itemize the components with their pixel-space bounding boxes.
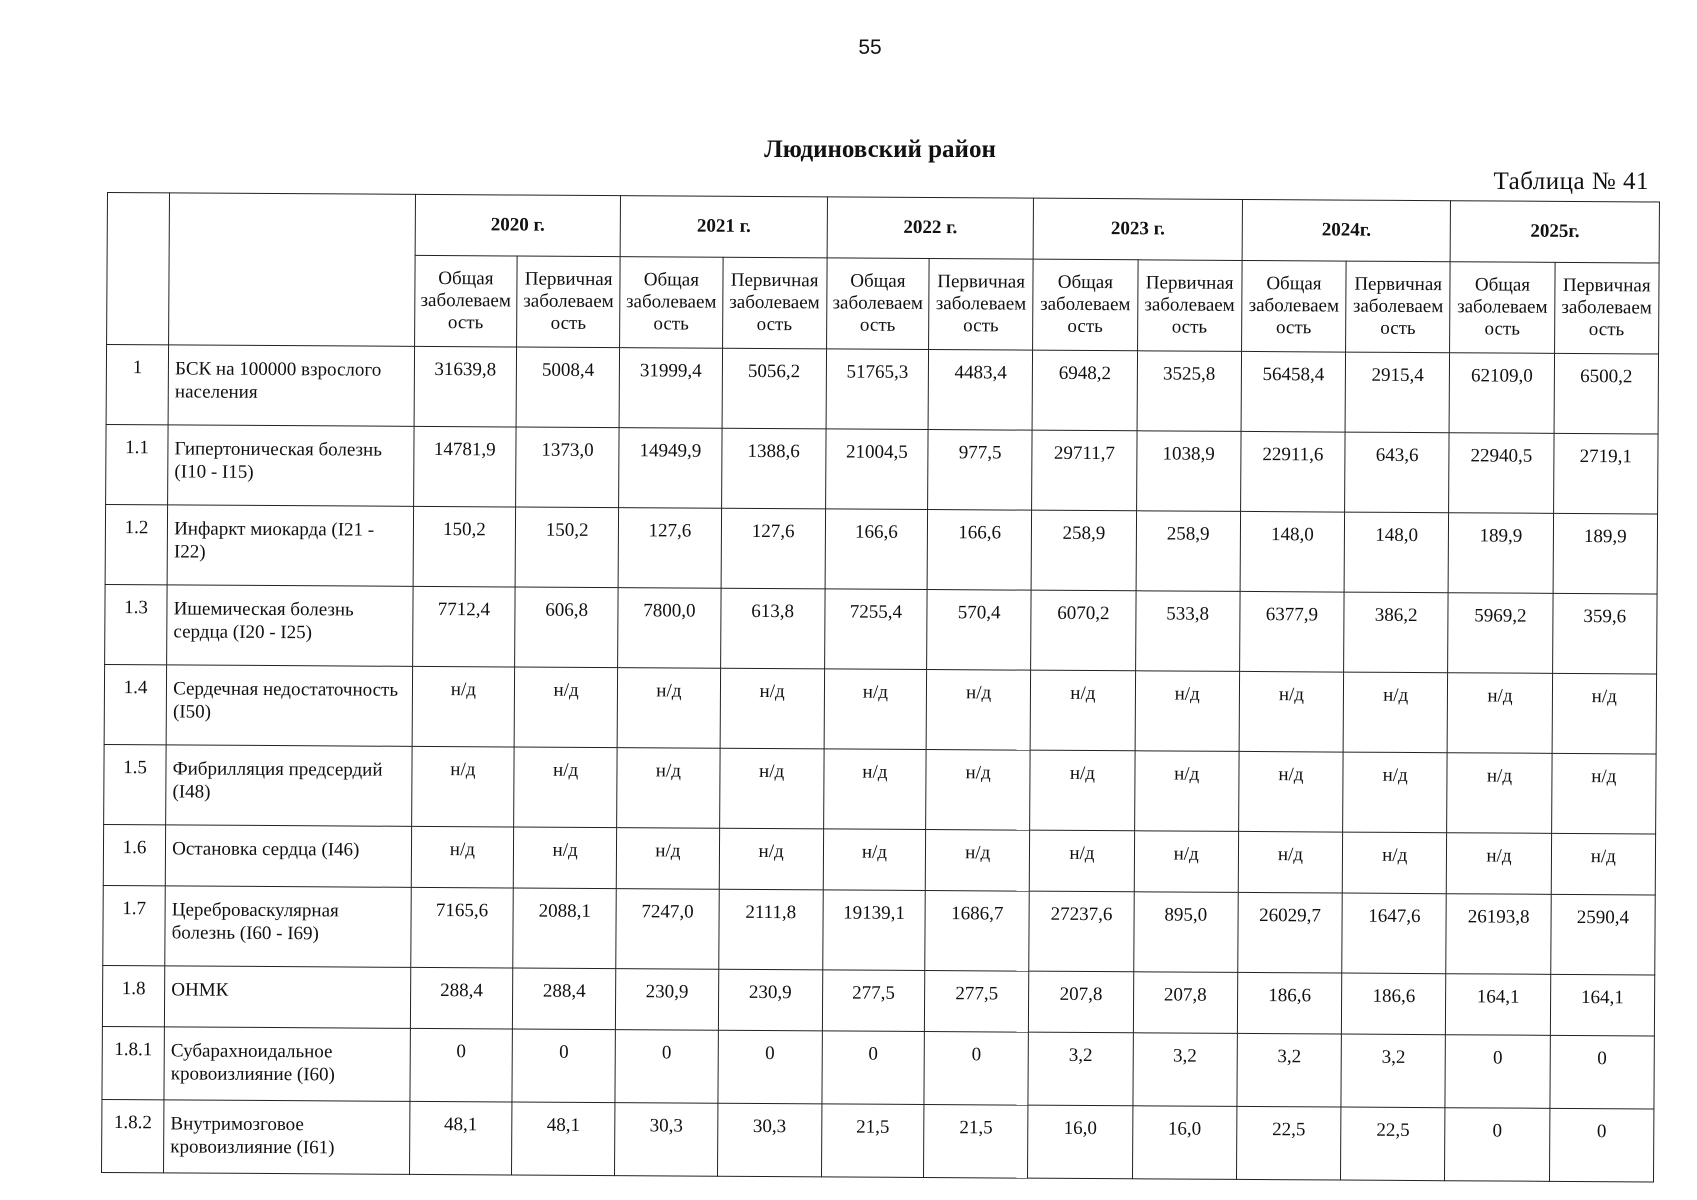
general-morbidity-value: 150,2 xyxy=(413,506,516,587)
general-morbidity-value: 62109,0 xyxy=(1449,353,1554,434)
general-morbidity-value: 6377,9 xyxy=(1239,591,1344,672)
row-number: 1.7 xyxy=(103,885,166,965)
general-morbidity-value: 0 xyxy=(1445,1108,1550,1182)
primary-morbidity-header: Первичная заболеваем ость xyxy=(929,259,1034,351)
primary-morbidity-value: 643,6 xyxy=(1345,432,1450,513)
general-morbidity-value: 3,2 xyxy=(1028,1032,1133,1106)
primary-morbidity-value: 189,9 xyxy=(1553,513,1658,594)
primary-morbidity-value: 5008,4 xyxy=(516,347,620,428)
primary-morbidity-value: 2590,4 xyxy=(1550,894,1655,975)
primary-morbidity-value: 1373,0 xyxy=(516,427,620,508)
general-morbidity-value: н/д xyxy=(823,829,926,891)
table-header xyxy=(107,193,1660,354)
general-morbidity-value: 22911,6 xyxy=(1240,431,1345,512)
primary-morbidity-header: Первичная заболеваем ость xyxy=(1137,260,1242,352)
primary-morbidity-header: Первичная заболеваем ость xyxy=(722,257,827,349)
year-header: 2024г. xyxy=(1242,199,1451,261)
row-indicator-name: ОНМК xyxy=(165,966,411,1028)
primary-morbidity-value: 230,9 xyxy=(718,969,823,1031)
general-morbidity-value: н/д xyxy=(411,746,514,827)
primary-morbidity-value: 16,0 xyxy=(1132,1106,1237,1180)
primary-morbidity-value: н/д xyxy=(1134,751,1239,832)
primary-morbidity-value: н/д xyxy=(1342,832,1447,894)
row-indicator-name: Гипертоническая болезнь (I10 - I15) xyxy=(168,425,414,506)
primary-morbidity-value: 895,0 xyxy=(1133,892,1238,973)
general-morbidity-value: 26193,8 xyxy=(1446,894,1551,975)
general-morbidity-value: н/д xyxy=(1030,830,1135,892)
general-morbidity-value: 19139,1 xyxy=(823,890,926,971)
primary-morbidity-value: н/д xyxy=(926,670,1031,751)
primary-morbidity-value: н/д xyxy=(514,667,618,748)
primary-morbidity-value: н/д xyxy=(1551,753,1656,834)
general-morbidity-value: н/д xyxy=(1447,673,1552,754)
general-morbidity-value: н/д xyxy=(823,749,926,830)
primary-morbidity-value: 977,5 xyxy=(928,430,1033,511)
general-morbidity-header: Общая заболеваем ость xyxy=(620,257,723,349)
general-morbidity-value: 14949,9 xyxy=(619,428,722,509)
general-morbidity-value: н/д xyxy=(617,668,720,749)
row-indicator-name: Цереброваскулярная болезнь (I60 - I69) xyxy=(165,886,411,967)
general-morbidity-value: 3,2 xyxy=(1237,1033,1342,1107)
primary-morbidity-value: 258,9 xyxy=(1136,511,1241,592)
general-morbidity-value: 6070,2 xyxy=(1031,590,1136,671)
general-morbidity-value: 31639,8 xyxy=(414,346,517,427)
header-name-cell xyxy=(169,193,416,346)
row-number: 1.4 xyxy=(104,664,167,744)
primary-morbidity-value: н/д xyxy=(1343,752,1448,833)
year-header: 2023 г. xyxy=(1033,198,1242,260)
header-number-cell xyxy=(107,193,170,345)
primary-morbidity-value: 0 xyxy=(1549,1108,1654,1182)
row-number: 1.8.1 xyxy=(102,1026,165,1099)
row-number: 1.8.2 xyxy=(102,1099,165,1172)
primary-morbidity-value: 2088,1 xyxy=(513,888,617,969)
general-morbidity-value: н/д xyxy=(1239,671,1344,752)
general-morbidity-value: 7800,0 xyxy=(618,588,721,669)
page-title: Людиновский район xyxy=(764,136,996,163)
primary-morbidity-value: 2915,4 xyxy=(1345,352,1450,433)
primary-morbidity-header: Первичная заболеваем ость xyxy=(1554,262,1659,354)
primary-morbidity-value: 1388,6 xyxy=(721,428,826,509)
general-morbidity-value: 56458,4 xyxy=(1241,351,1346,432)
primary-morbidity-value: н/д xyxy=(720,668,825,749)
primary-morbidity-value: 0 xyxy=(717,1030,822,1104)
primary-morbidity-value: 150,2 xyxy=(515,507,619,588)
primary-morbidity-value: 4483,4 xyxy=(928,350,1033,431)
table-row xyxy=(106,345,1658,434)
primary-morbidity-header: Первичная заболеваем ость xyxy=(517,256,621,348)
primary-morbidity-value: н/д xyxy=(719,828,824,890)
primary-morbidity-value: 186,6 xyxy=(1342,973,1447,1035)
primary-morbidity-value: 0 xyxy=(512,1029,616,1103)
page-number: 55 xyxy=(858,36,882,59)
general-morbidity-value: 7247,0 xyxy=(616,889,719,970)
general-morbidity-value: н/д xyxy=(1030,670,1135,751)
primary-morbidity-value: н/д xyxy=(1134,831,1239,893)
general-morbidity-value: 127,6 xyxy=(618,508,721,589)
general-morbidity-value: 148,0 xyxy=(1240,511,1345,592)
general-morbidity-value: 48,1 xyxy=(409,1101,512,1175)
primary-morbidity-value: 2719,1 xyxy=(1553,433,1658,514)
primary-morbidity-value: 386,2 xyxy=(1344,592,1449,673)
primary-morbidity-value: 288,4 xyxy=(512,968,616,1030)
primary-morbidity-value: н/д xyxy=(719,748,824,829)
primary-morbidity-value: н/д xyxy=(926,750,1031,831)
general-morbidity-value: 0 xyxy=(822,1031,925,1105)
primary-morbidity-value: 3,2 xyxy=(1341,1034,1446,1108)
year-header-row xyxy=(107,193,1659,263)
general-morbidity-header: Общая заболеваем ость xyxy=(1450,262,1555,354)
row-indicator-name: Внутримозговое кровоизлияние (I61) xyxy=(164,1100,410,1174)
general-morbidity-value: н/д xyxy=(1447,753,1552,834)
primary-morbidity-value: 1686,7 xyxy=(925,891,1030,972)
general-morbidity-value: н/д xyxy=(617,828,720,890)
row-number: 1.3 xyxy=(105,584,168,664)
general-morbidity-value: 22,5 xyxy=(1236,1106,1341,1180)
general-morbidity-value: 277,5 xyxy=(822,970,925,1032)
general-morbidity-value: 189,9 xyxy=(1448,513,1553,594)
row-indicator-name: Субарахноидальное кровоизлияние (I60) xyxy=(164,1027,410,1101)
row-number: 1 xyxy=(106,345,169,425)
primary-morbidity-value: 3525,8 xyxy=(1137,351,1242,432)
general-morbidity-value: 5969,2 xyxy=(1448,593,1553,674)
general-morbidity-value: н/д xyxy=(412,666,515,747)
primary-morbidity-value: 22,5 xyxy=(1341,1107,1446,1181)
general-morbidity-value: 7712,4 xyxy=(412,586,515,667)
table-row xyxy=(102,1026,1654,1108)
primary-morbidity-value: 48,1 xyxy=(512,1102,616,1176)
table-row xyxy=(103,885,1655,974)
general-morbidity-value: 0 xyxy=(410,1028,513,1102)
primary-morbidity-value: н/д xyxy=(1552,673,1657,754)
primary-morbidity-value: 166,6 xyxy=(927,510,1032,591)
general-morbidity-header: Общая заболеваем ость xyxy=(414,255,517,347)
primary-morbidity-value: 21,5 xyxy=(924,1105,1029,1179)
table-row xyxy=(103,824,1655,894)
primary-morbidity-value: 207,8 xyxy=(1133,972,1238,1034)
row-indicator-name: Ишемическая болезнь сердца (I20 - I25) xyxy=(167,585,413,666)
table-row xyxy=(104,664,1656,753)
general-morbidity-value: н/д xyxy=(1030,750,1135,831)
general-morbidity-value: 30,3 xyxy=(615,1103,718,1177)
general-morbidity-value: 22940,5 xyxy=(1449,433,1554,514)
row-number: 1.2 xyxy=(105,504,168,584)
primary-morbidity-value: 1647,6 xyxy=(1342,893,1447,974)
row-indicator-name: Остановка сердца (I46) xyxy=(165,825,411,887)
general-morbidity-value: 6948,2 xyxy=(1032,350,1137,431)
general-morbidity-value: 164,1 xyxy=(1446,974,1551,1036)
general-morbidity-value: 51765,3 xyxy=(826,349,929,430)
row-indicator-name: Фибрилляция предсердий (I48) xyxy=(166,745,412,826)
primary-morbidity-value: н/д xyxy=(1135,671,1240,752)
primary-morbidity-value: 606,8 xyxy=(515,587,619,668)
table-row xyxy=(106,424,1658,513)
general-morbidity-value: 31999,4 xyxy=(619,348,722,429)
general-morbidity-value: 288,4 xyxy=(410,967,513,1029)
primary-morbidity-value: н/д xyxy=(925,830,1030,892)
row-indicator-name: Сердечная недостаточность (I50) xyxy=(166,665,412,746)
general-morbidity-value: 186,6 xyxy=(1237,972,1342,1034)
table-row xyxy=(102,1099,1654,1181)
general-morbidity-value: 0 xyxy=(615,1030,718,1104)
primary-morbidity-value: н/д xyxy=(514,747,618,828)
primary-morbidity-value: 148,0 xyxy=(1344,512,1449,593)
general-morbidity-value: 26029,7 xyxy=(1238,892,1343,973)
general-morbidity-value: 21,5 xyxy=(821,1104,924,1178)
row-number: 1.6 xyxy=(103,824,166,885)
general-morbidity-header: Общая заболеваем ость xyxy=(1241,260,1346,352)
row-indicator-name: Инфаркт миокарда (I21 - I22) xyxy=(167,505,413,586)
general-morbidity-value: н/д xyxy=(617,748,720,829)
table-row xyxy=(104,744,1656,833)
general-morbidity-value: 230,9 xyxy=(616,969,719,1031)
primary-morbidity-value: 1038,9 xyxy=(1136,431,1241,512)
morbidity-table xyxy=(101,192,1660,1182)
general-morbidity-value: 27237,6 xyxy=(1029,891,1134,972)
table-number: Таблица № 41 xyxy=(1493,168,1649,195)
primary-morbidity-value: 5056,2 xyxy=(722,348,827,429)
general-morbidity-value: 7165,6 xyxy=(411,887,514,968)
row-number: 1.5 xyxy=(104,744,167,824)
year-header: 2022 г. xyxy=(827,197,1034,259)
table-row xyxy=(105,584,1657,673)
general-morbidity-value: 166,6 xyxy=(825,509,928,590)
general-morbidity-value: 21004,5 xyxy=(825,429,928,510)
primary-morbidity-value: 127,6 xyxy=(721,508,826,589)
row-number: 1.1 xyxy=(106,424,169,504)
table-row xyxy=(102,965,1654,1035)
table-body xyxy=(102,345,1659,1182)
general-morbidity-value: н/д xyxy=(1447,833,1552,895)
primary-morbidity-value: 30,3 xyxy=(717,1103,822,1177)
general-morbidity-header: Общая заболеваем ость xyxy=(826,258,929,350)
primary-morbidity-value: 570,4 xyxy=(927,590,1032,671)
general-morbidity-value: 14781,9 xyxy=(413,426,516,507)
general-morbidity-value: 207,8 xyxy=(1029,971,1134,1033)
year-header: 2025г. xyxy=(1450,201,1659,263)
primary-morbidity-value: 533,8 xyxy=(1135,591,1240,672)
general-morbidity-value: н/д xyxy=(824,669,927,750)
primary-morbidity-value: 0 xyxy=(1550,1035,1655,1109)
year-header: 2020 г. xyxy=(415,194,621,256)
primary-morbidity-value: н/д xyxy=(1551,833,1656,895)
primary-morbidity-header: Первичная заболеваем ость xyxy=(1346,261,1451,353)
table-row xyxy=(105,504,1657,593)
primary-morbidity-value: 6500,2 xyxy=(1554,353,1659,434)
general-morbidity-value: н/д xyxy=(1238,751,1343,832)
row-indicator-name: БСК на 100000 взрослого населения xyxy=(168,345,414,426)
year-header: 2021 г. xyxy=(620,196,827,258)
general-morbidity-value: 7255,4 xyxy=(824,589,927,670)
primary-morbidity-value: 2111,8 xyxy=(718,889,823,970)
primary-morbidity-value: 277,5 xyxy=(924,971,1029,1033)
general-morbidity-header: Общая заболеваем ость xyxy=(1033,259,1138,351)
general-morbidity-value: н/д xyxy=(411,826,514,888)
general-morbidity-value: н/д xyxy=(1238,831,1343,893)
primary-morbidity-value: 3,2 xyxy=(1133,1033,1238,1107)
row-number: 1.8 xyxy=(102,965,165,1026)
primary-morbidity-value: 0 xyxy=(924,1032,1029,1106)
general-morbidity-value: 16,0 xyxy=(1028,1105,1133,1179)
general-morbidity-value: 29711,7 xyxy=(1032,430,1137,511)
primary-morbidity-value: 613,8 xyxy=(720,588,825,669)
primary-morbidity-value: н/д xyxy=(513,827,617,889)
general-morbidity-value: 258,9 xyxy=(1031,510,1136,591)
general-morbidity-value: 0 xyxy=(1445,1035,1550,1109)
primary-morbidity-value: н/д xyxy=(1343,672,1448,753)
primary-morbidity-value: 164,1 xyxy=(1550,974,1655,1036)
primary-morbidity-value: 359,6 xyxy=(1552,593,1657,674)
